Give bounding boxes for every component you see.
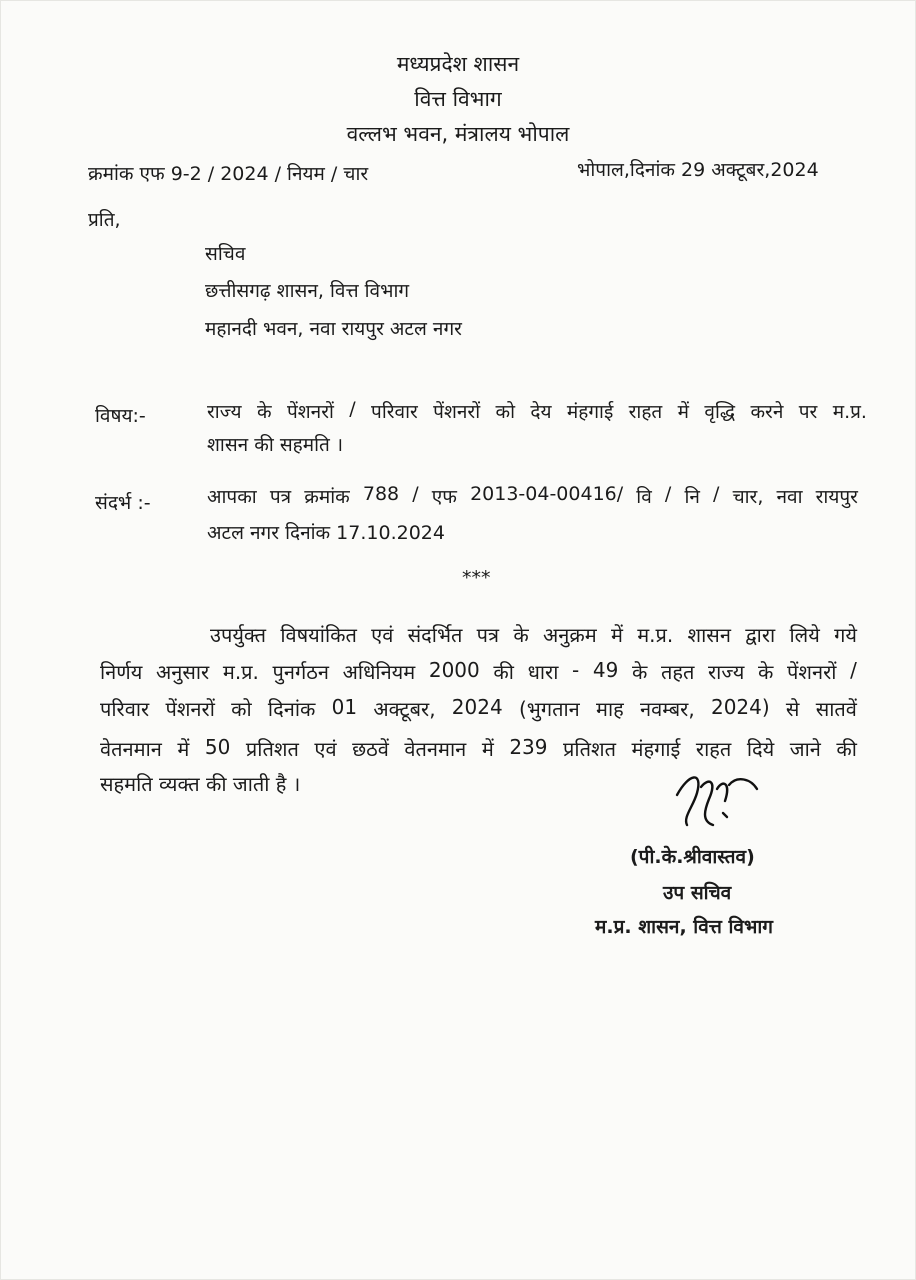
body-line5: सहमति व्यक्त की जाती है । <box>100 772 301 796</box>
word: तहत <box>660 660 695 684</box>
word: 49 <box>592 658 619 682</box>
word: म.प्र. <box>222 660 259 684</box>
word: 2024) <box>710 695 770 719</box>
word: म.प्र. <box>832 401 867 423</box>
word: करने <box>750 401 784 423</box>
word: क्रमांक <box>304 486 350 508</box>
word: राहत <box>628 401 663 423</box>
word: 01 <box>331 695 358 719</box>
signatory-name: (पी.के.श्रीवास्तव) <box>630 846 755 868</box>
word: पर <box>798 401 818 423</box>
word: छठवें <box>352 737 389 761</box>
word: से <box>785 697 800 721</box>
word: में <box>677 401 690 423</box>
word: 788 <box>362 483 400 505</box>
handwritten-signature <box>665 765 765 840</box>
word: जाने <box>789 737 821 761</box>
reference-number: क्रमांक एफ 9-2 / 2024 / नियम / चार <box>88 163 369 185</box>
word: गये <box>834 623 857 647</box>
body-line1 <box>210 621 857 648</box>
separator: *** <box>462 567 491 589</box>
word: द्वारा <box>745 623 776 647</box>
word: रायपुर <box>815 486 858 508</box>
word: 50 <box>204 735 231 759</box>
word: प्रतिशत <box>563 737 616 761</box>
word: के <box>631 660 648 684</box>
word: राहत <box>695 737 732 761</box>
word: पुनर्गठन <box>272 660 329 684</box>
word: अनुसार <box>155 660 210 684</box>
word: संदर्भित <box>407 623 463 647</box>
subject-text-line1 <box>207 398 867 424</box>
reference-label: संदर्भ :- <box>95 492 151 514</box>
word: की <box>836 737 857 761</box>
word: को <box>495 401 516 423</box>
body-line2 <box>100 658 857 685</box>
word: अनुक्रम <box>542 623 597 647</box>
word: मंहगाई <box>631 737 681 761</box>
word: पेंशनरों <box>286 401 334 423</box>
subject-label: विषय:- <box>95 405 146 427</box>
word: चार, <box>732 486 764 508</box>
word: प्रतिशत <box>245 737 299 761</box>
addressee-address: महानदी भवन, नवा रायपुर अटल नगर <box>205 318 462 340</box>
word: उपर्युक्त <box>210 623 267 647</box>
word: के <box>513 623 529 647</box>
word: राज्य <box>708 660 745 684</box>
word: दिये <box>746 737 775 761</box>
signatory-designation: उप सचिव <box>663 882 732 904</box>
word: में <box>177 737 190 761</box>
word: को <box>231 697 252 721</box>
word: शासन <box>687 623 731 647</box>
word: सातवें <box>815 697 857 721</box>
word: निर्णय <box>100 660 143 684</box>
word: के <box>758 660 774 684</box>
subject-text-line2: शासन की सहमति । <box>207 434 344 456</box>
word: / <box>349 398 356 420</box>
word: 2000 <box>428 658 480 682</box>
word: वेतनमान <box>404 737 467 761</box>
word: वेतनमान <box>100 737 162 761</box>
word: की <box>493 660 514 684</box>
word: में <box>610 623 623 647</box>
word: 2013-04-00416/ <box>470 483 624 505</box>
word: राज्य <box>207 401 242 423</box>
word: विषयांकित <box>280 623 357 647</box>
word: पेंशनरों <box>787 660 837 684</box>
word: अधिनियम <box>342 660 416 684</box>
word: (भुगतान <box>518 697 580 721</box>
word: एफ <box>431 486 457 508</box>
word: / <box>412 483 419 505</box>
word: 239 <box>509 735 548 759</box>
word: एवं <box>314 737 337 761</box>
word: पत्र <box>476 623 500 647</box>
word: नि <box>684 486 700 508</box>
word: - <box>572 658 580 682</box>
reference-text-line2: अटल नगर दिनांक 17.10.2024 <box>207 522 445 544</box>
word: वि <box>636 486 652 508</box>
word: में <box>481 737 494 761</box>
word: के <box>256 401 272 423</box>
body-line3 <box>100 695 857 722</box>
word: म.प्र. <box>637 623 674 647</box>
word: / <box>850 658 857 682</box>
word: पेंशनरों <box>165 697 215 721</box>
word: / <box>664 483 672 505</box>
word: माह <box>596 697 624 721</box>
reference-text-line1 <box>207 483 858 509</box>
addressee-prefix: प्रति, <box>88 209 121 231</box>
word: / <box>713 483 720 505</box>
word: दिनांक <box>267 697 316 721</box>
addressee-title: सचिव <box>205 243 246 265</box>
word: लिये <box>789 623 820 647</box>
word: आपका <box>207 486 257 508</box>
word: परिवार <box>100 697 150 721</box>
header-address: वल्लभ भवन, मंत्रालय भोपाल <box>346 122 570 146</box>
word: मंहगाई <box>566 401 614 423</box>
header-government: मध्यप्रदेश शासन <box>396 52 520 76</box>
word: देय <box>530 401 552 423</box>
word: परिवार <box>371 401 418 423</box>
signatory-department: म.प्र. शासन, वित्त विभाग <box>595 916 773 938</box>
word: एवं <box>371 623 394 647</box>
addressee-department: छत्तीसगढ़ शासन, वित्त विभाग <box>205 280 410 302</box>
header-department: वित्त विभाग <box>414 87 502 111</box>
word: पत्र <box>269 486 292 508</box>
body-line4 <box>100 735 857 762</box>
word: पेंशनरों <box>433 401 481 423</box>
word: अक्टूबर, <box>373 697 436 721</box>
word: 2024 <box>451 695 503 719</box>
word: नवम्बर, <box>640 697 695 721</box>
word: धारा <box>527 660 559 684</box>
place-and-date: भोपाल,दिनांक 29 अक्टूबर,2024 <box>577 159 819 181</box>
word: वृद्धि <box>704 401 736 423</box>
word: नवा <box>776 486 803 508</box>
